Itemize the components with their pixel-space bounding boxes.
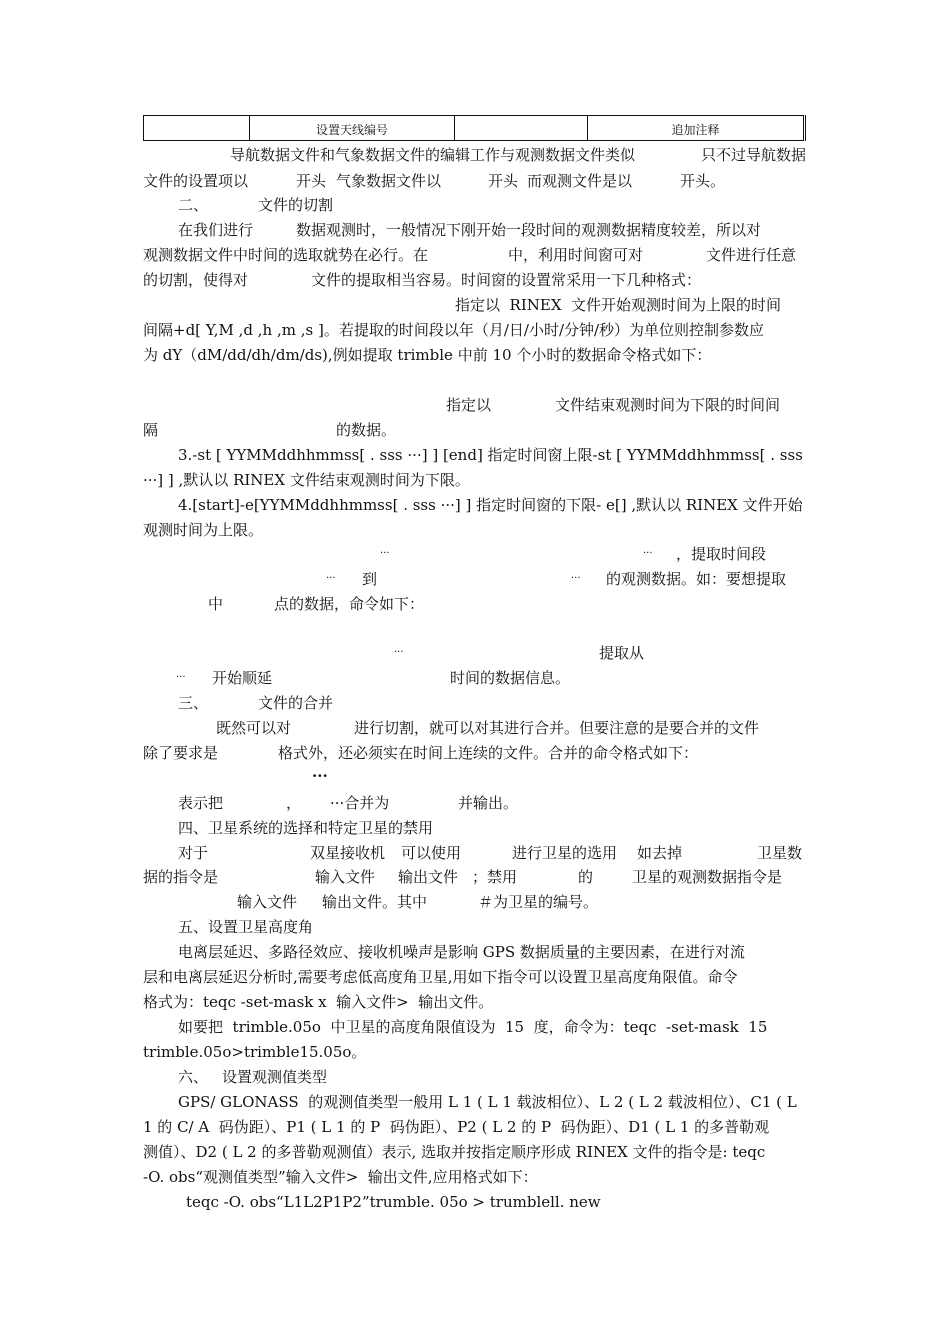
section-heading: 五、设置卫星高度角 <box>178 918 314 936</box>
header-table <box>143 115 806 141</box>
text-line: 输出文件。其中 <box>322 893 428 911</box>
text-line: 1 的 C/ A 码伪距）、P1 ( L 1 的 P 码伪距）、P2 ( L 2 的 P 码伪距）、D1 ( L 1 的多普勒观 <box>143 1118 770 1136</box>
text-line: ， <box>286 794 302 812</box>
text-line: 导航数据文件和气象数据文件的编辑工作与观测数据文件类似 <box>230 146 636 164</box>
text-line: 3.-st [ YYMMddhhmmss[ . sss ···] ] [end] 指定时间窗上限-st [ YYMMddhhmmss[ . sss <box>178 446 803 464</box>
text-line: 开始顺延 <box>212 669 273 687</box>
text-line: 隔 <box>143 421 159 439</box>
text-line: 开头 <box>296 172 327 190</box>
section-number: 二、 <box>178 196 209 214</box>
text-line: ···] ] ,默认以 RINEX 文件结束观测时间为下限。 <box>143 471 470 489</box>
text-line: 双星接收机 <box>310 844 386 862</box>
text-line: 对于 <box>178 844 209 862</box>
table-cell-append-comment: 追加注释 <box>588 116 805 141</box>
section-heading: 文件的切割 <box>258 196 334 214</box>
text-line: ＃为卫星的编号。 <box>478 893 599 911</box>
text-line: 指定以 RINEX 文件开始观测时间为上限的时间 <box>455 296 782 314</box>
text-line: ···合并为 <box>330 794 390 812</box>
text-line: 并输出。 <box>458 794 519 812</box>
text-line: 间隔+d[ Y,M ,d ,h ,m ,s ]。若提取的时间段以年（月/日/小时/分钟/秒）为单位则控制参数应 <box>143 321 765 339</box>
text-line: 而观测文件是以 <box>527 172 633 190</box>
section-heading: 设置观测值类型 <box>222 1068 328 1086</box>
text-line: 只不过导航数据 <box>701 146 807 164</box>
text-line: 观测数据文件中时间的选取就势在必行。在 <box>143 246 429 264</box>
text-line: 中，利用时间窗可对 <box>508 246 644 264</box>
section-number: 六、 <box>178 1068 209 1086</box>
text-line: 的数据。 <box>336 421 397 439</box>
text-line: 的切割，使得对 <box>143 271 249 289</box>
text-line: 卫星的观测数据指令是 <box>632 868 783 886</box>
text-line: 气象数据文件以 <box>336 172 442 190</box>
text-line: 的观测数据。如：要想提取 <box>606 570 787 588</box>
text-line: 提取从 <box>599 644 645 662</box>
text-line: GPS/ GLONASS 的观测值类型一般用 L 1 ( L 1 载波相位）、L 2 ( L 2 载波相位）、C1 ( L <box>178 1093 797 1111</box>
text-line: 4.[start]-e[YYMMddhhmmss[ . sss ···] ] 指定时间窗的下限- e[] ,默认以 RINEX 文件开始 <box>178 496 803 514</box>
text-line: 文件结束观测时间为下限的时间间 <box>555 396 781 414</box>
text-line: 进行卫星的选用 <box>512 844 618 862</box>
text-line: 输入文件 <box>237 893 298 911</box>
text-line: ；禁用 <box>472 868 518 886</box>
table-row <box>144 116 805 141</box>
section-heading: 四、卫星系统的选择和特定卫星的禁用 <box>178 819 434 837</box>
ellipsis: ··· <box>571 573 581 584</box>
text-line: 的 <box>578 868 594 886</box>
ellipsis: ··· <box>176 672 186 683</box>
text-line: 如去掉 <box>637 844 683 862</box>
text-line: 到 <box>362 570 378 588</box>
code-example: teqc -O. obs“L1L2P1P2”trumble. 05o > trumblell. new <box>186 1193 601 1211</box>
text-line: 电离层延迟、多路径效应、接收机噪声是影响 GPS 数据质量的主要因素，在进行对流 <box>178 943 745 961</box>
text-line: 文件的提取相当容易。时间窗的设置常采用一下几种格式： <box>311 271 702 289</box>
text-line: 格式外，还必须实在时间上连续的文件。合并的命令格式如下： <box>278 744 699 762</box>
text-line: 除了要求是 <box>143 744 219 762</box>
text-line: 输入文件 <box>315 868 376 886</box>
table-cell-1 <box>144 116 250 141</box>
text-line: 观测时间为上限。 <box>143 521 264 539</box>
text-line: 数据观测时，一般情况下刚开始一段时间的观测数据精度较差，所以对 <box>296 221 762 239</box>
ellipsis: ··· <box>312 767 328 785</box>
text-line: 测值）、D2 ( L 2 的多普勒观测值）表示, 选取并按指定顺序形成 RINEX 文件的指令是: teqc <box>143 1143 766 1161</box>
section-number: 三、 <box>178 694 209 712</box>
ellipsis: ··· <box>394 647 404 658</box>
text-line: 开头 <box>488 172 519 190</box>
text-line: 进行切割，就可以对其进行合并。但要注意的是要合并的文件 <box>354 719 760 737</box>
table-cell-3 <box>455 116 588 141</box>
text-line: trimble.05o>trimble15.05o。 <box>143 1043 367 1061</box>
text-line: 文件进行任意 <box>706 246 797 264</box>
ellipsis: ··· <box>326 573 336 584</box>
text-line: 可以使用 <box>401 844 462 862</box>
text-line: 文件的设置项以 <box>143 172 249 190</box>
text-line: 指定以 <box>446 396 492 414</box>
text-line: 卫星数 <box>757 844 803 862</box>
text-line: -O. obs“观测值类型”输入文件> 输出文件,应用格式如下： <box>143 1168 538 1186</box>
text-line: 据的指令是 <box>143 868 219 886</box>
ellipsis: ··· <box>380 548 390 559</box>
text-line: 格式为：teqc -set-mask x 输入文件> 输出文件。 <box>143 993 494 1011</box>
text-line: 输出文件 <box>398 868 459 886</box>
text-line: 点的数据，命令如下： <box>274 595 425 613</box>
text-line: 中 <box>208 595 224 613</box>
section-heading: 文件的合并 <box>258 694 334 712</box>
text-line: 层和电离层延迟分析时,需要考虑低高度角卫星,用如下指令可以设置卫星高度角限值。命令 <box>143 968 738 986</box>
table-cell-antenna-number: 设置天线编号 <box>250 116 455 141</box>
text-line: 表示把 <box>178 794 224 812</box>
text-line: 在我们进行 <box>178 221 254 239</box>
text-line: ，提取时间段 <box>676 545 767 563</box>
text-line: 既然可以对 <box>216 719 292 737</box>
text-line: 时间的数据信息。 <box>450 669 571 687</box>
text-line: 为 dY（dM/dd/dh/dm/ds),例如提取 trimble 中前 10 个小时的数据命令格式如下： <box>143 346 712 364</box>
text-line: 开头。 <box>680 172 726 190</box>
ellipsis: ··· <box>643 548 653 559</box>
text-line: 如要把 trimble.05o 中卫星的高度角限值设为 15 度，命令为：teqc -set-mask 15 <box>178 1018 768 1036</box>
